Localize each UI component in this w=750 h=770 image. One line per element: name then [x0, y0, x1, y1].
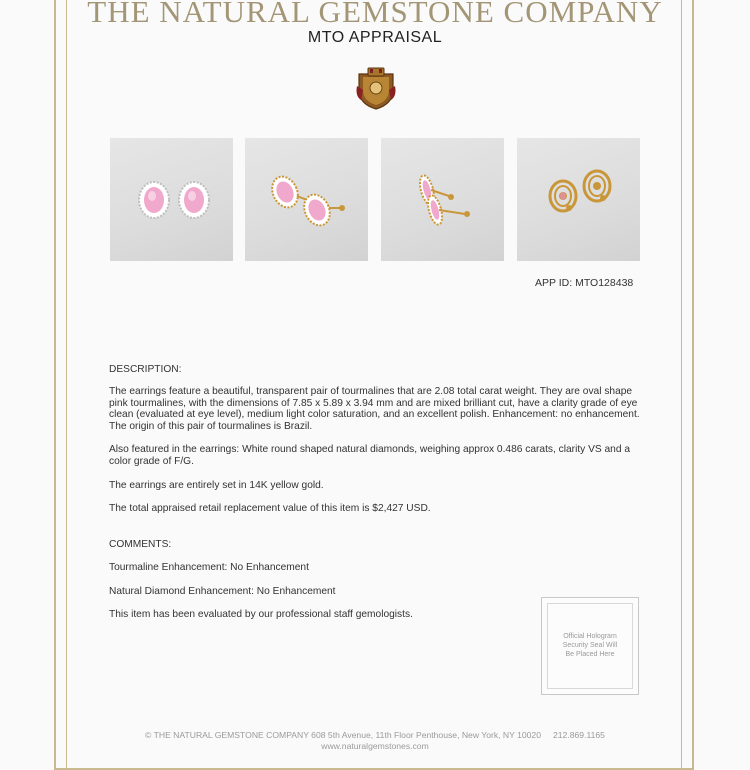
company-crest-icon — [355, 66, 397, 110]
description-paragraph: The total appraised retail replacement value of this item is $2,427 USD. — [109, 503, 431, 514]
footer-phone: 212.869.1165 — [553, 730, 605, 740]
document-title: MTO APPRAISAL — [307, 29, 443, 46]
earrings-photo-back — [517, 138, 640, 261]
description-paragraph: The earrings feature a beautiful, transparent pair of tourmalines that are 2.08 total carat weight. They are oval shape pink tourmalines, with the dimensions of 7.85 x 5.89 x 3.94 mm and are mixed brilliant cut, have a clarity grade of eye clean (evaluated at eye level), medium light color saturation, and an excellent polish. Enhancement: no enhancement. The origin of this pair of tourmalines is Brazil. — [109, 386, 640, 432]
comments-heading: COMMENTS: — [109, 539, 172, 550]
description-paragraph: The earrings are entirely set in 14K yellow gold. — [109, 480, 324, 491]
description-paragraph: Also featured in the earrings: White round shaped natural diamonds, weighing approx 0.486 carats, clarity VS and a color grade of F/G. — [109, 444, 631, 467]
footer-address-line — [0, 730, 750, 740]
description-heading: DESCRIPTION: — [109, 364, 182, 375]
product-photos — [110, 138, 640, 261]
comment-line: Tourmaline Enhancement: No Enhancement — [109, 562, 309, 573]
comment-line: This item has been evaluated by our professional staff gemologists. — [109, 609, 413, 620]
earrings-photo-front — [110, 138, 233, 261]
hologram-seal-placeholder — [541, 597, 639, 695]
seal-line: Official Hologram — [563, 633, 617, 640]
seal-line: Be Placed Here — [565, 651, 615, 658]
seal-line: Security Seal Will — [562, 642, 618, 649]
footer-address: © THE NATURAL GEMSTONE COMPANY 608 5th Avenue, 11th Floor Penthouse, New York, NY 10020 — [145, 730, 541, 740]
earrings-photo-side — [381, 138, 504, 261]
footer-website[interactable]: www.naturalgemstones.com — [321, 741, 429, 751]
company-name: THE NATURAL GEMSTONE COMPANY — [87, 0, 663, 29]
appraisal-id: APP ID: MTO128438 — [535, 277, 634, 289]
earrings-photo-angled — [245, 138, 368, 261]
comment-line: Natural Diamond Enhancement: No Enhancement — [109, 586, 336, 597]
seal-text — [542, 632, 638, 659]
